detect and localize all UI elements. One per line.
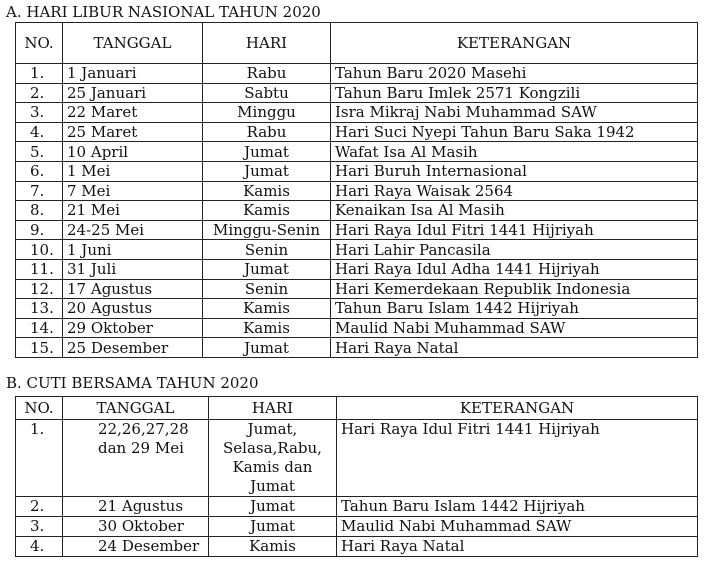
- table-row: [16, 64, 698, 84]
- cell-hari: Rabu: [203, 122, 331, 142]
- cell-no: 13.: [16, 299, 63, 319]
- cell-hari: Minggu: [203, 103, 331, 123]
- cell-no: 11.: [16, 259, 63, 279]
- cell-hari: Kamis: [203, 299, 331, 319]
- cell-no: 4.: [16, 122, 63, 142]
- table-row: [16, 161, 698, 181]
- cell-keterangan: Tahun Baru Imlek 2571 Kongzili: [331, 83, 698, 103]
- section-b-title: B. CUTI BERSAMA TAHUN 2020: [6, 374, 259, 392]
- cell-tanggal: 22 Maret: [63, 103, 203, 123]
- cell-hari: Senin: [203, 240, 331, 260]
- cell-keterangan: Hari Raya Idul Fitri 1441 Hijriyah: [337, 420, 698, 497]
- cell-hari: Senin: [203, 279, 331, 299]
- cell-line: Selasa,Rabu,: [223, 439, 322, 457]
- cell-tanggal: [63, 517, 209, 537]
- cell-keterangan: Hari Kemerdekaan Republik Indonesia: [331, 279, 698, 299]
- cell-hari: [209, 517, 337, 537]
- cell-no: 3.: [16, 517, 63, 537]
- cell-no: 7.: [16, 181, 63, 201]
- cell-tanggal: 1 Juni: [63, 240, 203, 260]
- cell-tanggal: 25 Januari: [63, 83, 203, 103]
- cell-line: Kamis dan: [232, 458, 313, 476]
- cell-tanggal: 20 Agustus: [63, 299, 203, 319]
- cell-keterangan: Maulid Nabi Muhammad SAW: [331, 318, 698, 338]
- table-row: [16, 83, 698, 103]
- table-row: [16, 122, 698, 142]
- cell-line: 21 Agustus: [98, 497, 184, 515]
- cell-line: Jumat: [250, 497, 295, 515]
- header-tanggal: TANGGAL: [63, 23, 203, 64]
- cell-keterangan: Hari Raya Waisak 2564: [331, 181, 698, 201]
- table-row: [16, 240, 698, 260]
- cell-line: 22,26,27,28: [98, 420, 189, 438]
- cell-no: 6.: [16, 161, 63, 181]
- cell-hari: Rabu: [203, 64, 331, 84]
- cell-tanggal: 25 Maret: [63, 122, 203, 142]
- cell-no: 4.: [16, 537, 63, 557]
- header-hari: HARI: [203, 23, 331, 64]
- cell-keterangan: Tahun Baru 2020 Masehi: [331, 64, 698, 84]
- cell-tanggal: [63, 497, 209, 517]
- cell-keterangan: Hari Lahir Pancasila: [331, 240, 698, 260]
- cell-hari: [209, 537, 337, 557]
- cell-tanggal: 29 Oktober: [63, 318, 203, 338]
- cell-no: 8.: [16, 201, 63, 221]
- cell-line: Jumat: [250, 477, 295, 495]
- cell-keterangan: Hari Raya Natal: [331, 338, 698, 358]
- table-row: [16, 318, 698, 338]
- cell-no: 5.: [16, 142, 63, 162]
- joint-leave-body: [16, 420, 698, 557]
- cell-keterangan: Hari Suci Nyepi Tahun Baru Saka 1942: [331, 122, 698, 142]
- table-row: [16, 299, 698, 319]
- section-a-title: A. HARI LIBUR NASIONAL TAHUN 2020: [6, 3, 321, 21]
- cell-keterangan: Isra Mikraj Nabi Muhammad SAW: [331, 103, 698, 123]
- cell-keterangan: Hari Raya Idul Fitri 1441 Hijriyah: [331, 220, 698, 240]
- cell-line: Kamis: [249, 537, 296, 555]
- cell-keterangan: Tahun Baru Islam 1442 Hijriyah: [337, 497, 698, 517]
- header-hari: HARI: [209, 397, 337, 420]
- header-keterangan: KETERANGAN: [337, 397, 698, 420]
- cell-line: Jumat,: [247, 420, 298, 438]
- cell-no: 3.: [16, 103, 63, 123]
- cell-no: 9.: [16, 220, 63, 240]
- cell-keterangan: Hari Raya Natal: [337, 537, 698, 557]
- cell-keterangan: Tahun Baru Islam 1442 Hijriyah: [331, 299, 698, 319]
- cell-keterangan: Maulid Nabi Muhammad SAW: [337, 517, 698, 537]
- cell-no: 12.: [16, 279, 63, 299]
- cell-keterangan: Hari Raya Idul Adha 1441 Hijriyah: [331, 259, 698, 279]
- table-row: [16, 338, 698, 358]
- cell-tanggal: 10 April: [63, 142, 203, 162]
- table-row: [16, 201, 698, 221]
- cell-tanggal: 1 Januari: [63, 64, 203, 84]
- header-keterangan: KETERANGAN: [331, 23, 698, 64]
- cell-no: 2.: [16, 83, 63, 103]
- cell-tanggal: 7 Mei: [63, 181, 203, 201]
- cell-hari: Kamis: [203, 318, 331, 338]
- cell-hari: Sabtu: [203, 83, 331, 103]
- cell-hari: Jumat: [203, 338, 331, 358]
- table-row: [16, 420, 698, 497]
- national-holidays-body: [16, 64, 698, 358]
- header-no: NO.: [16, 23, 63, 64]
- cell-tanggal: 31 Juli: [63, 259, 203, 279]
- table-header-row: [16, 397, 698, 420]
- table-row: [16, 181, 698, 201]
- cell-hari: [209, 497, 337, 517]
- national-holidays-table: [15, 22, 698, 358]
- table-row: [16, 259, 698, 279]
- cell-hari: Jumat: [203, 259, 331, 279]
- cell-line: 30 Oktober: [98, 517, 184, 535]
- cell-hari: Minggu-Senin: [203, 220, 331, 240]
- cell-no: 15.: [16, 338, 63, 358]
- cell-tanggal: 25 Desember: [63, 338, 203, 358]
- joint-leave-table: [15, 396, 698, 557]
- cell-tanggal: 21 Mei: [63, 201, 203, 221]
- cell-tanggal: [63, 420, 209, 497]
- table-row: [16, 220, 698, 240]
- cell-line: 24 Desember: [98, 537, 200, 555]
- cell-keterangan: Kenaikan Isa Al Masih: [331, 201, 698, 221]
- cell-tanggal: 17 Agustus: [63, 279, 203, 299]
- cell-no: 2.: [16, 497, 63, 517]
- cell-hari: [209, 420, 337, 497]
- table-row: [16, 517, 698, 537]
- cell-hari: Kamis: [203, 201, 331, 221]
- cell-line: Jumat: [250, 517, 295, 535]
- cell-no: 10.: [16, 240, 63, 260]
- table-row: [16, 497, 698, 517]
- header-no: NO.: [16, 397, 63, 420]
- table-row: [16, 142, 698, 162]
- cell-tanggal: 24-25 Mei: [63, 220, 203, 240]
- cell-hari: Jumat: [203, 142, 331, 162]
- cell-tanggal: 1 Mei: [63, 161, 203, 181]
- table-row: [16, 537, 698, 557]
- cell-no: 14.: [16, 318, 63, 338]
- cell-no: 1.: [16, 64, 63, 84]
- table-row: [16, 279, 698, 299]
- cell-tanggal: [63, 537, 209, 557]
- cell-hari: Kamis: [203, 181, 331, 201]
- cell-keterangan: Hari Buruh Internasional: [331, 161, 698, 181]
- table-header-row: [16, 23, 698, 64]
- cell-keterangan: Wafat Isa Al Masih: [331, 142, 698, 162]
- cell-no: 1.: [16, 420, 63, 497]
- cell-line: dan 29 Mei: [98, 439, 184, 457]
- cell-hari: Jumat: [203, 161, 331, 181]
- table-row: [16, 103, 698, 123]
- header-tanggal: TANGGAL: [63, 397, 209, 420]
